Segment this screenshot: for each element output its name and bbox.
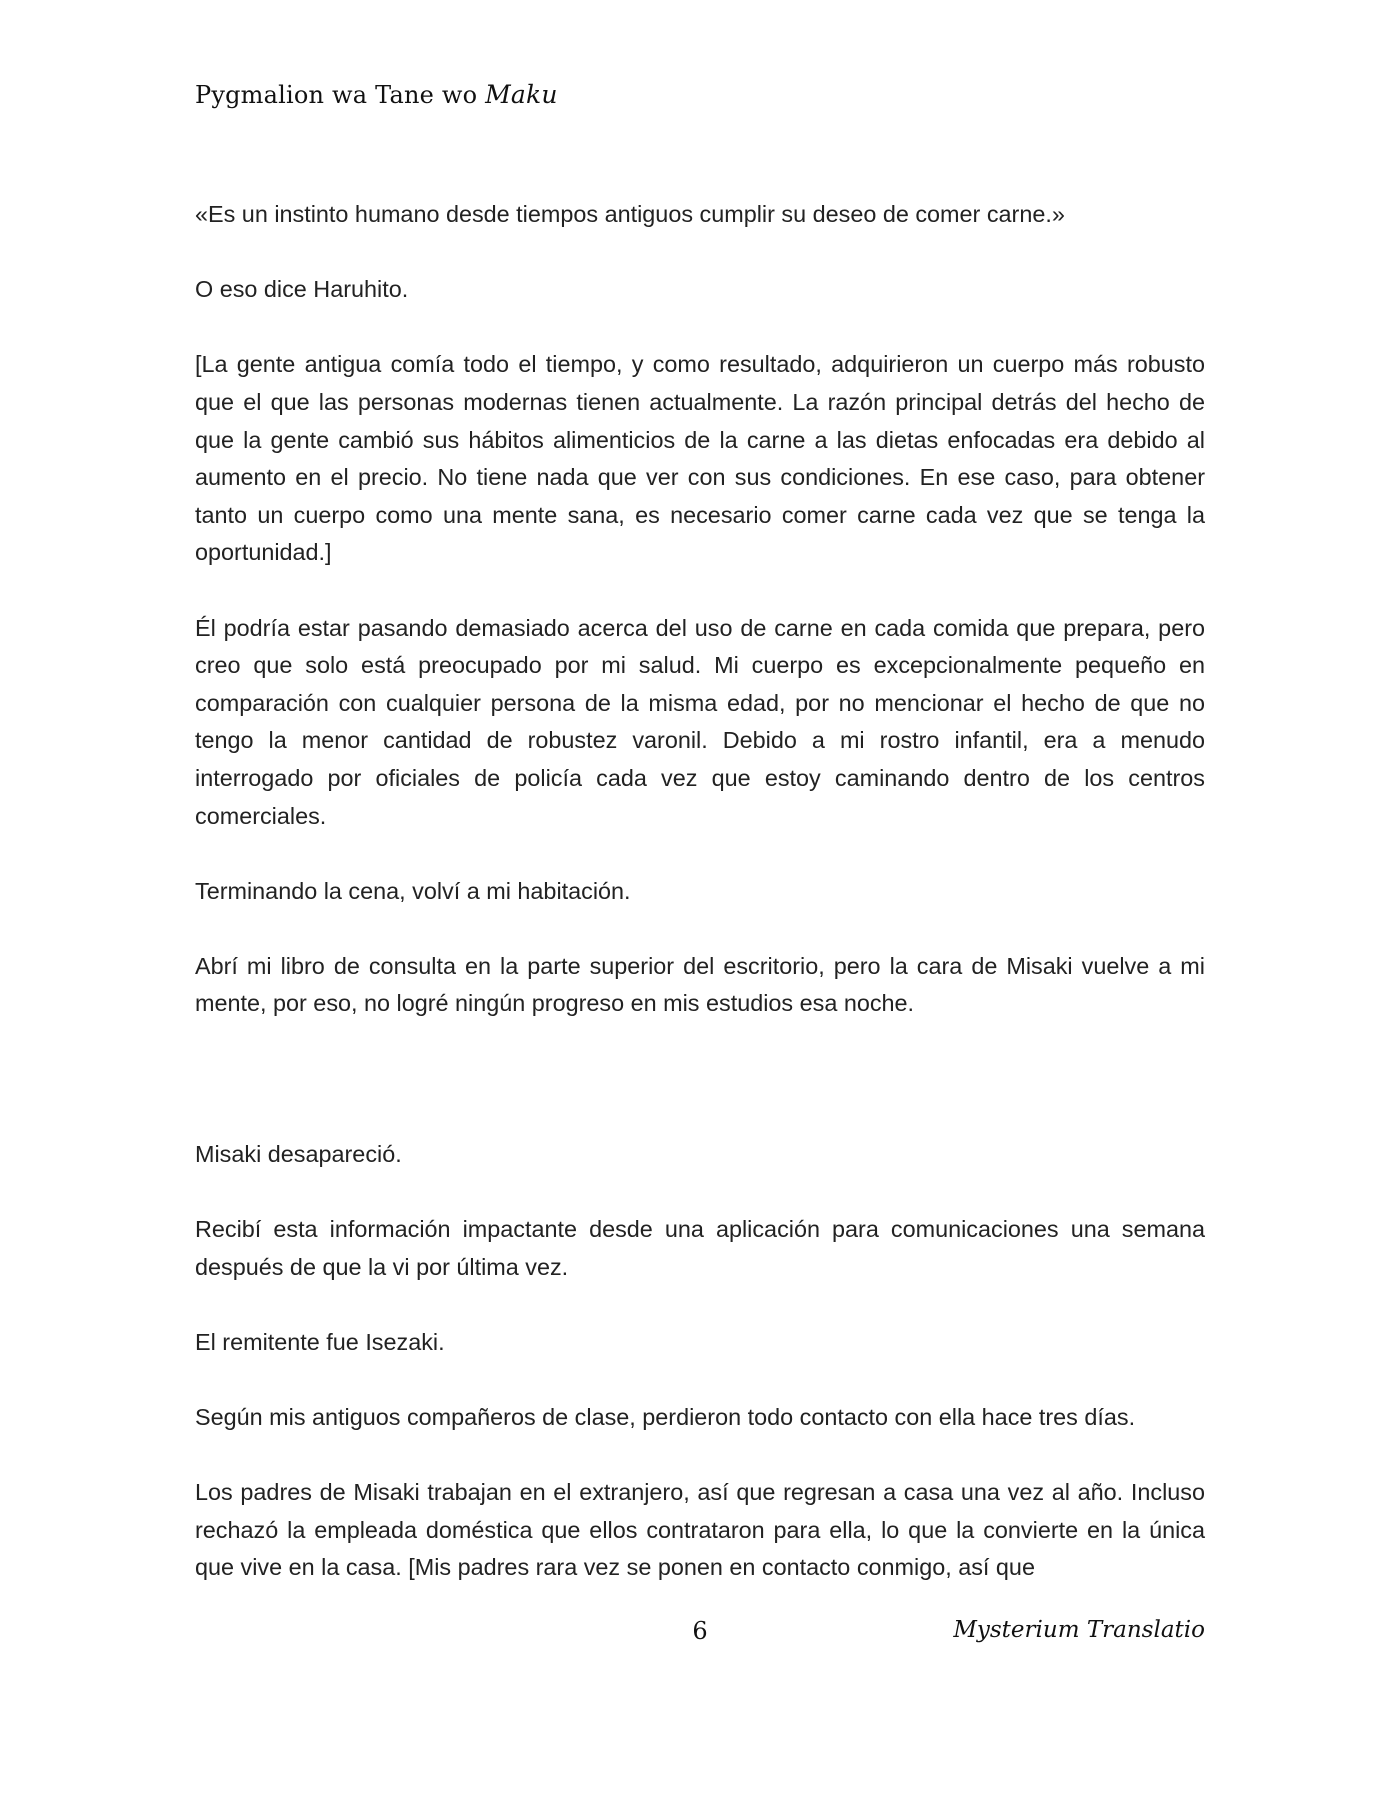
body-text bbox=[195, 196, 1205, 1587]
header-title: Pygmalion wa Tane wo bbox=[195, 81, 486, 109]
paragraph: O eso dice Haruhito. bbox=[195, 276, 409, 303]
paragraph: «Es un instinto humano desde tiempos antiguos cumplir su deseo de comer carne.» bbox=[195, 201, 1065, 227]
paragraph: Misaki desapareció. bbox=[195, 1140, 402, 1167]
paragraph: Recibí esta información impactante desde una aplicación para comunicaciones una semana después de que la vi por última vez. bbox=[195, 1216, 1205, 1280]
paragraph: Abrí mi libro de consulta en la parte superior del escritorio, pero la cara de Misaki vuelve a mi mente, por eso, no logré ningún progreso en mis estudios esa noche. bbox=[195, 952, 1205, 1017]
running-header bbox=[195, 80, 558, 109]
paragraph: El remitente fue Isezaki. bbox=[195, 1328, 445, 1355]
paragraph: Según mis antiguos compañeros de clase, perdieron todo contacto con ella hace tres días. bbox=[195, 1404, 1136, 1431]
paragraph: Los padres de Misaki trabajan en el extranjero, así que regresan a casa una vez al año. Incluso rechazó la empleada doméstica que ellos contrataron para ella, lo que la convierte en la única que vive en la casa. [Mis padres rara vez se ponen en contacto conmigo, así que bbox=[195, 1479, 1205, 1581]
paragraph: Él podría estar pasando demasiado acerca del uso de carne en cada comida que prepara, pero creo que solo está preocupado por mi salud. Mi cuerpo es excepcionalmente pequeño en comparación con cualquier persona de la misma edad, por no mencionar el hecho de que no tengo la menor cantidad de robustez varonil. Debido a mi rostro infantil, era a menudo interrogado por oficiales de policía cada vez que estoy caminando dentro de los centros comerciales. bbox=[195, 614, 1205, 829]
footer-credit: Mysterium Translatio bbox=[953, 1617, 1205, 1643]
page-number: 6 bbox=[692, 1617, 708, 1645]
paragraph: Terminando la cena, volví a mi habitación. bbox=[195, 877, 631, 904]
paragraph: [La gente antigua comía todo el tiempo, y como resultado, adquirieron un cuerpo más robusto que el que las personas modernas tienen actualmente. La razón principal detrás del hecho de que la gente cambió sus hábitos alimenticios de la carne a las dietas enfocadas era debido al aumento en el precio. No tiene nada que ver con sus condiciones. En ese caso, para obtener tanto un cuerpo como una mente sana, es necesario comer carne cada vez que se tenga la oportunidad.] bbox=[195, 351, 1205, 566]
header-title-emphasis: Maku bbox=[485, 80, 558, 109]
